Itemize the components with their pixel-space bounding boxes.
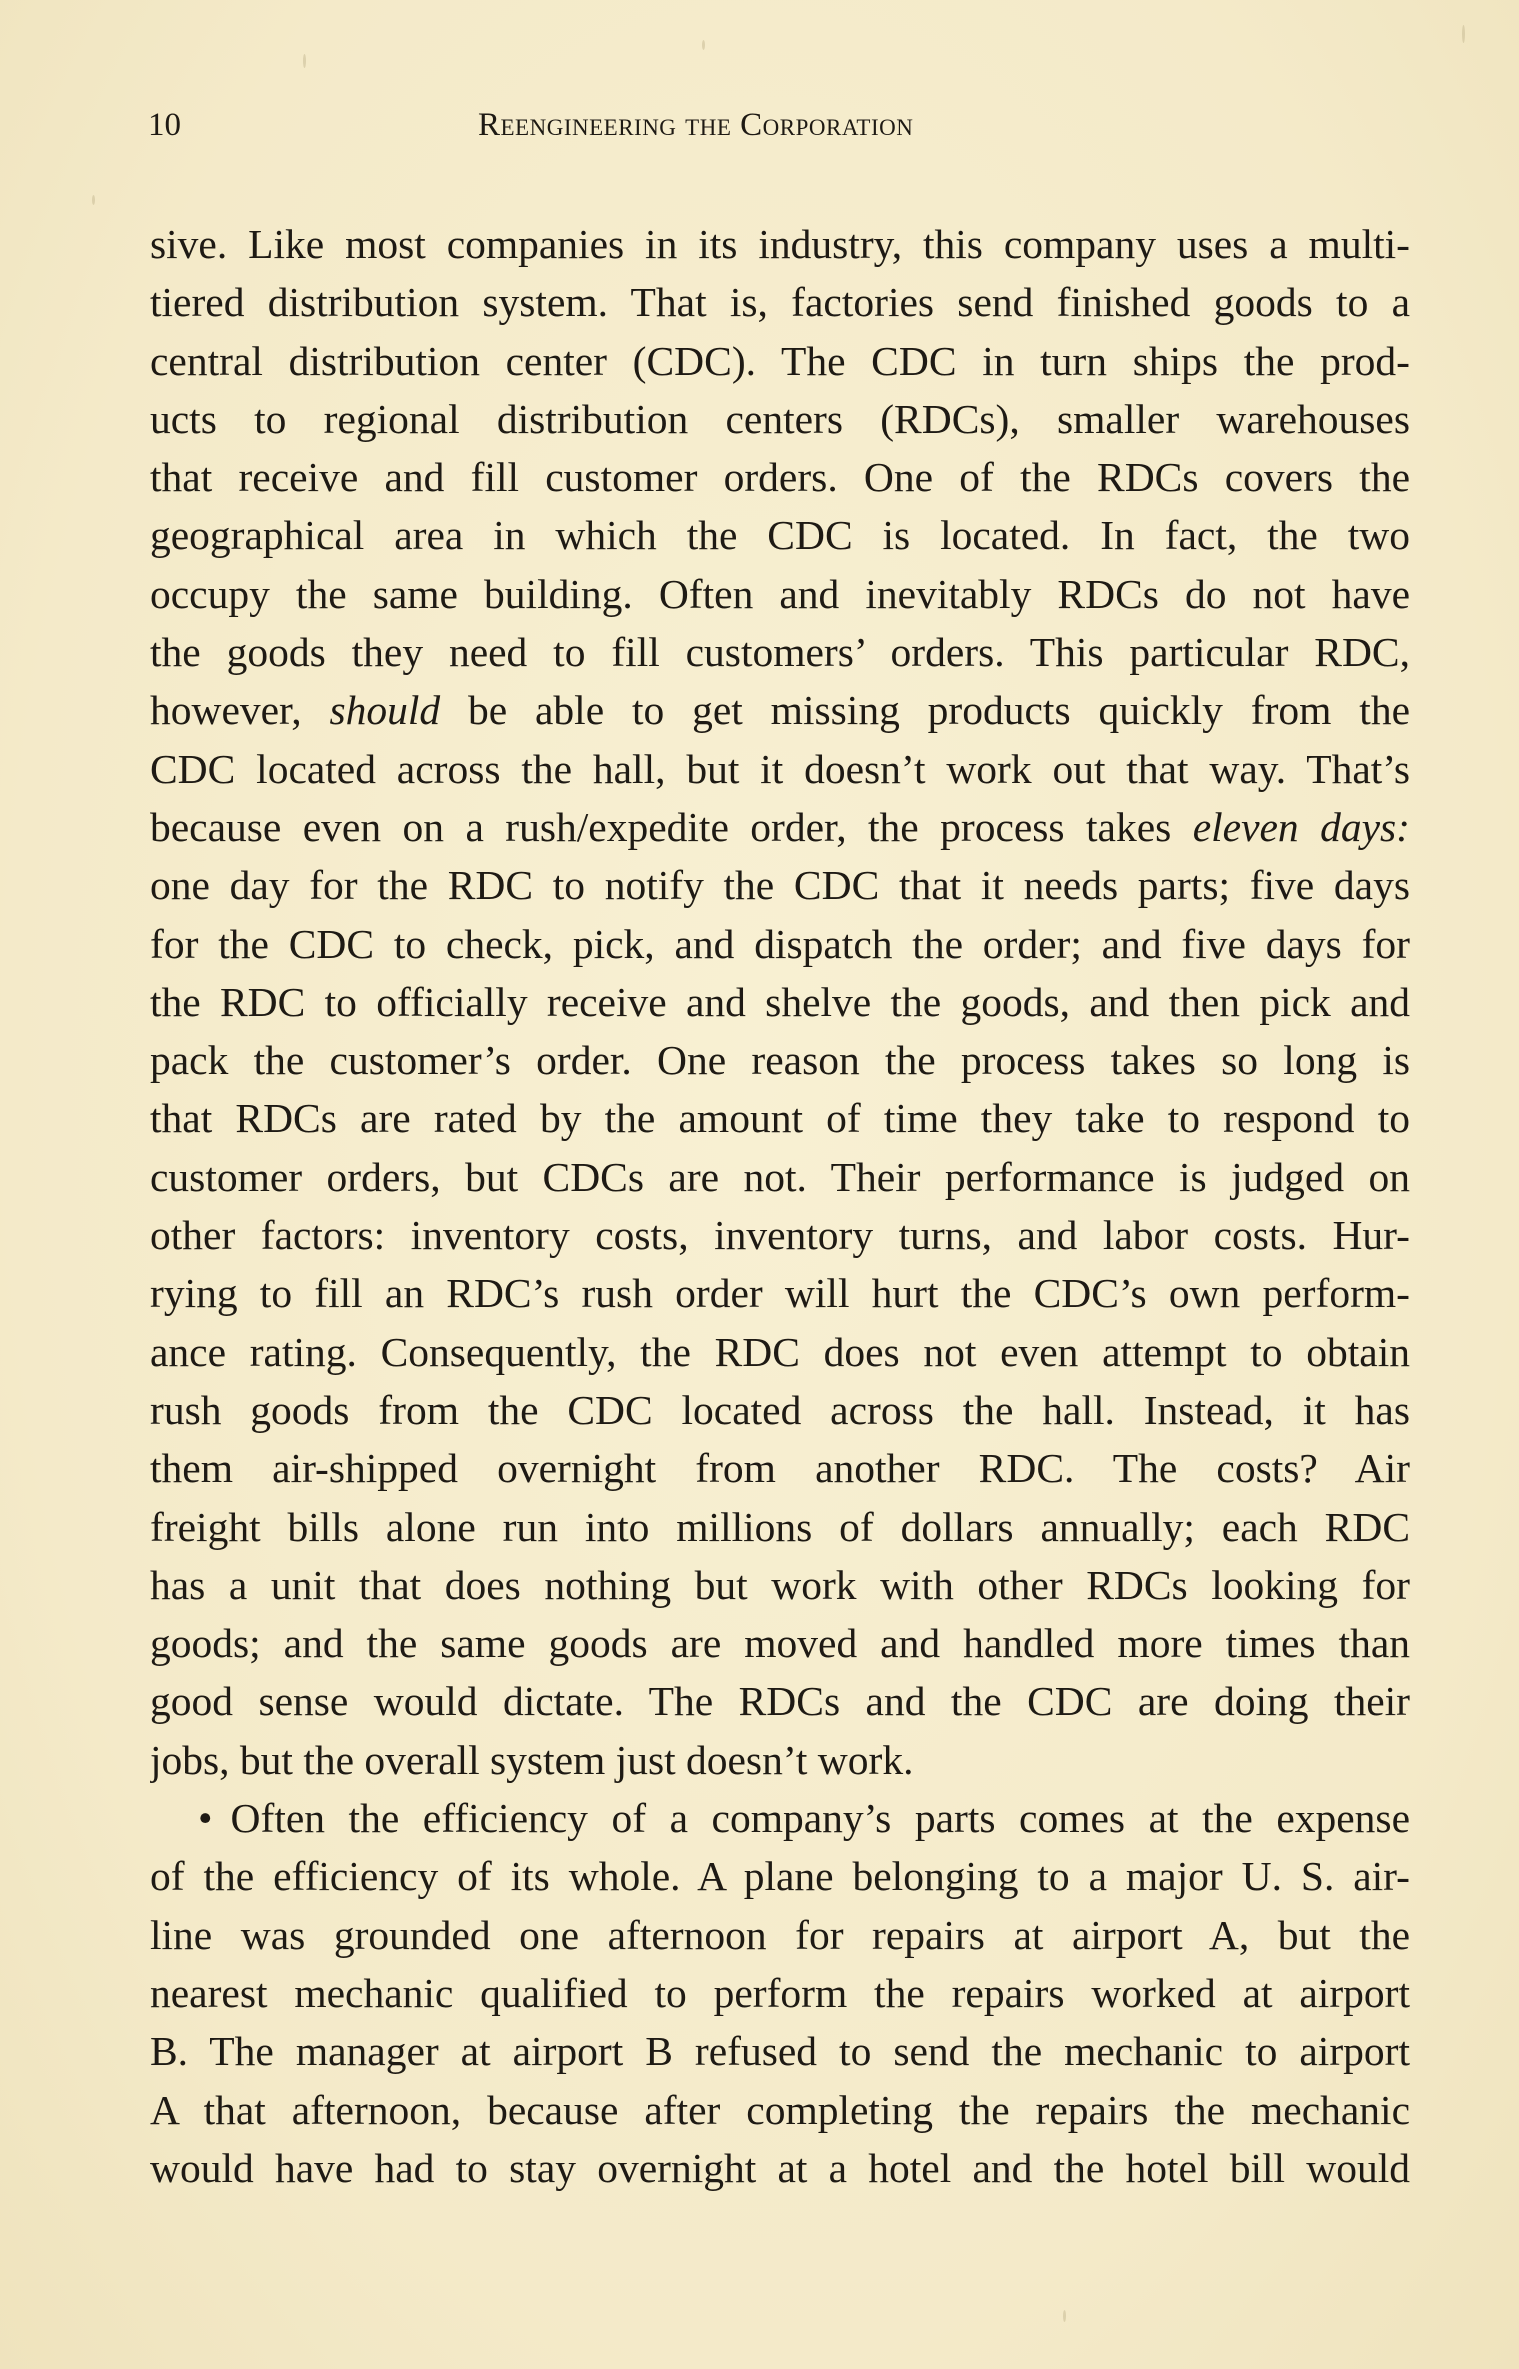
line-segment: because even on a rush/expedite order, the process takes (150, 803, 1193, 850)
text-line: that receive and fill customer orders. One of the RDCs covers the (150, 454, 1410, 501)
text-line: them air-shipped overnight from another RDC. The costs? Air (150, 1445, 1410, 1492)
body-text (150, 215, 1410, 2197)
text-line: rush goods from the CDC located across the hall. Instead, it has (150, 1386, 1410, 1433)
line-segment: be able to get missing products quickly from the (440, 687, 1410, 734)
text-line: has a unit that does nothing but work with other RDCs looking for (150, 1561, 1410, 1608)
text-line: ucts to regional distribution centers (RDCs), smaller warehouses (150, 395, 1410, 442)
page-number: 10 (148, 107, 181, 143)
bullet-icon: • (198, 1795, 213, 1842)
running-head (148, 100, 1410, 160)
text-line: would have had to stay overnight at a hotel and the hotel bill would (150, 2144, 1410, 2191)
running-title: Reengineering the Corporation (478, 107, 914, 143)
paper-speck (1063, 2310, 1066, 2322)
text-line: of the efficiency of its whole. A plane belonging to a major U. S. air- (150, 1853, 1410, 1900)
text-line: the RDC to officially receive and shelve the goods, and then pick and (150, 978, 1410, 1025)
text-line: tiered distribution system. That is, factories send finished goods to a (150, 279, 1410, 326)
text-line: one day for the RDC to notify the CDC that it needs parts; five days (150, 862, 1410, 909)
text-line: ance rating. Consequently, the RDC does not even attempt to obtain (150, 1328, 1410, 1375)
text-line: central distribution center (CDC). The CDC in turn ships the prod- (150, 337, 1410, 384)
text-line: nearest mechanic qualified to perform the repairs worked at airport (150, 1969, 1410, 2016)
text-line: good sense would dictate. The RDCs and the CDC are doing their (150, 1678, 1410, 1725)
text-line: jobs, but the overall system just doesn’t work. (150, 1736, 914, 1783)
text-line: geographical area in which the CDC is located. In fact, the two (150, 512, 1410, 559)
paper-speck (1462, 25, 1465, 43)
text-line: other factors: inventory costs, inventory turns, and labor costs. Hur- (150, 1212, 1410, 1259)
text-line: pack the customer’s order. One reason the process takes so long is (150, 1037, 1410, 1084)
bullet-paragraph-first-line (150, 1789, 1410, 1847)
paper-speck (92, 195, 95, 205)
text-line: A that afternoon, because after completing the repairs the mechanic (150, 2086, 1410, 2133)
text-line: customer orders, but CDCs are not. Their performance is judged on (150, 1153, 1410, 1200)
text-line: the goods they need to fill customers’ orders. This particular RDC, (150, 629, 1410, 676)
text-line (150, 681, 1410, 739)
text-line: occupy the same building. Often and inevitably RDCs do not have (150, 570, 1410, 617)
text-line: line was grounded one afternoon for repairs at airport A, but the (150, 1911, 1410, 1958)
text-line: for the CDC to check, pick, and dispatch the order; and five days for (150, 920, 1410, 967)
text-line: freight bills alone run into millions of dollars annually; each RDC (150, 1503, 1410, 1550)
paper-speck (303, 54, 306, 68)
text-line: CDC located across the hall, but it doesn’t work out that way. That’s (150, 745, 1410, 792)
text-line: rying to fill an RDC’s rush order will hurt the CDC’s own perform- (150, 1270, 1410, 1317)
text-line: sive. Like most companies in its industry, this company uses a multi- (150, 221, 1410, 267)
text-line (150, 798, 1410, 856)
text-line: B. The manager at airport B refused to send the mechanic to airport (150, 2028, 1410, 2075)
emphasized-word: should (329, 687, 441, 734)
text-line: that RDCs are rated by the amount of time they take to respond to (150, 1095, 1410, 1142)
line-segment: however, (150, 687, 330, 734)
line-segment: Often the efficiency of a company’s parts comes at the expense (230, 1795, 1410, 1842)
paper-speck (702, 40, 705, 50)
text-line: goods; and the same goods are moved and handled more times than (150, 1620, 1410, 1667)
emphasized-phrase: eleven days: (1192, 803, 1410, 850)
